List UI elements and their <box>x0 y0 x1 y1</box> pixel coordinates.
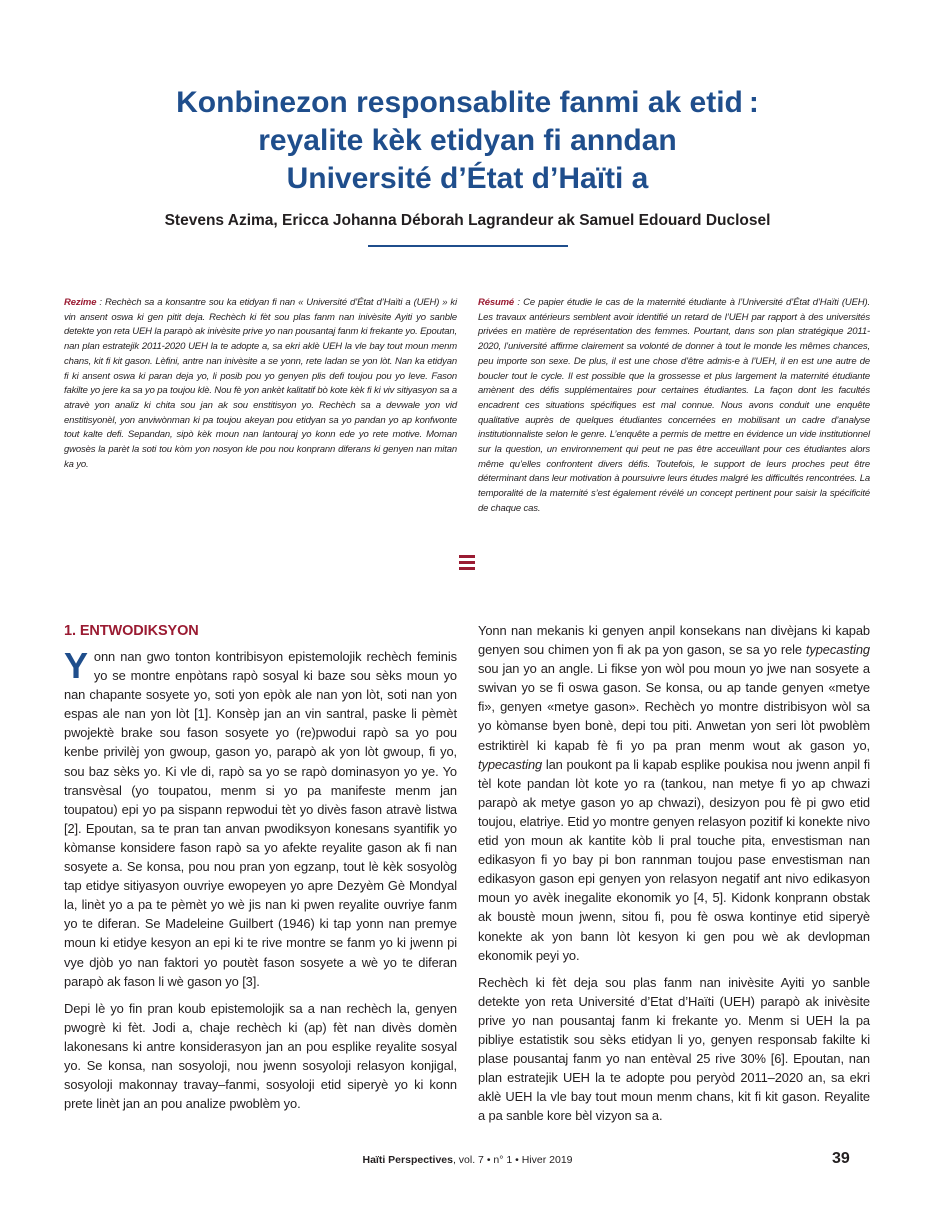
authors: Stevens Azima, Ericca Johanna Déborah Lagrandeur ak Samuel Edouard Duclosel <box>164 212 771 229</box>
page-number: 39 <box>832 1150 850 1167</box>
section-heading: 1. ENTWODIKSYON <box>64 623 199 639</box>
paragraph-1 <box>64 647 457 991</box>
abstract-creole-label: Rezime <box>64 297 97 308</box>
paragraph-3-part-c: lan poukont pa li kapab esplike poukisa nou jwenn anpil fi tèl kote pandan lòt kote yo ra (tankou, nan metye fi yo ap chwazi parapò ak metye gason yo ap chwazi), desizyon pou fè pi gwo etid toujou, elatriye. Etid yo montre genyen relasyon pozitif ki konekte nivo etid yon moun ak kantite kòb li pral touche pita, envestisman nan edikasyon fi yo bay pi bon rannman toujou pase envestisman nan edikasyon gason epi genyen yon relasyon negatif ant nivo edikasyon moun yo avèk inegalite ekonomik yo [4, 5]. Kidonk konprann obstak ak boustè moun jwenn, sitou fi, pou fè oswa kontinye etid siperyè konekte ak yon bann lòt kesyon ki gen pou wè ak devlopman ekonomik peyi yo. <box>478 756 870 963</box>
drop-cap: Y <box>64 645 88 686</box>
paragraph-4: Rechèch ki fèt deja sou plas fanm nan inivèsite Ayiti yo sanble detekte yon reta Université d’Etat d’Haïti (UEH) parapò ak inivèsite prive yo nan pousantaj fanm ki frekante yo. Menm si UEH la pa pibliye estatistik sou sèks etidyan li yo, genyen responsab fakilte ki plase pousantaj fanm yo nan entèval 25 rive 30% [6]. Epoutan, nan plan estratejik UEH la te adopte pou peryòd 2011–2020 an, sa ekri aklè UEH la vle bay tout moun menm chans, kit fi kit gason. Reyalite a pa sanble kore bèl vizyon sa a. <box>478 974 870 1124</box>
term-typecasting-2: typecasting <box>478 756 543 772</box>
paragraph-1-text: onn nan gwo tonton kontribisyon epistemolojik rechèch feminis yo se montre enpòtans rapò sosyal ki baze sou sèks moun yo nan chapante sosyete yo, soti yon epòk ale nan yon lòt, soti nan yon espas ale nan yon lòt [1]. Konsèp jan an vin santral, paske li pèmèt pwojektè brake sou fason sosyete yo (re)pwodui rapò sa yo pou kenbe privilèj yon gwoup, gason yo, parapò ak yon lòt gwoup, fi yo, sou baz sèks yo. Ki vle di, rapò sa yo se rapò dominasyon yo ye. Yo transvèsal (yo toupatou, menm si yo pa manifeste menm jan toupatou) epi yo pa sispann repwodui tèt yo divès fason atravè listwa [2]. Epoutan, sa te pran tan anvan pwodiksyon konesans syantifik yo kòmanse konsidere fason rapò sa yo afekte reyalite gason ak fi nan sosyete a. Se konsa, pou nou pran yon egzanp, tout lè kèk sosyològ tap etidye sitiyasyon ouvriye ewopeyen yo apre Dezyèm Gè Mondyal la, linèt yo a pa te pèmèt yo wè jis nan ki pwen reyalite ouvriye fanm yo te diferan. Se Madeleine Guilbert (1946) ki tap yonn nan premye moun ki etidye kesyon an epi ki te rive montre se fanm yo ki jwenn pi vye djòb yo nan faktori yo poutèt fason sosyete a wè yo te diferan parapò ak fason li wè gason yo [3]. <box>64 649 457 989</box>
paragraph-3 <box>478 621 870 965</box>
abstract-creole-text: : Rechèch sa a konsantre sou ka etidyan fi nan « Université d’État d’Haïti a (UEH) » ki vin ansent oswa ki gen pitit deja. Rechèch ki fèt sou plas fanm nan inivèsite Ayiti yo sanble detekte yon reta UEH la parapò ak inivèsite prive yo nan pousantaj fanm ki frekante yo. Epoutan, nan plan estratejik 2011-2020 UEH la te adopte a, sa ekri aklè UEH la vle bay tout moun menm chans, kit fi kit gason. Lèfini, antre nan inivèsite a se yonn, rete ladan se yon lòt. Nan ka etidyan fi ki ansent oswa ki paran deja yo, li posib pou yo genyen plis defi toujou pou yo leve. Fason fakilte yo jere ka sa yo pa toujou klè. Nou fè yon ankèt kalitatif bò kote kèk fi ki viv sitiyasyon sa a atravè yon analiz ki chita sou jan ak sou enstitisyon yo. Rechèch sa a devwale yon vid enstitisyonèl, yon anviwònman ki pa toujou akeyan pou etidyan sa yo pandan yo ap konfwonte tout kalte defi. Sepandan, sipò kèk moun nan lantouraj yo konn ede yo rete motive. Moman gwosès la parèt la soti tou kòm yon nosyon kle pou nou konprann diferans ki genyen nan mitan ka yo. <box>64 297 457 470</box>
title-line-3: Université d’État d’Haïti a <box>286 162 649 195</box>
paragraph-3-part-b: sou jan yo an angle. Li fikse yon wòl pou moun yo jwe nan sosyete a swivan yo se fi oswa gason. Se konsa, ou ap tande genyen «metye fi», genyen «metye gason». Rechèch yo montre distribisyon wòl sa yo kòmanse byen bonè, depi tou piti. Anwetan yon seri lòt pwoblèm estriktirèl ki kapab fè fi yo pa pran menm wout ak gason yo, <box>478 661 870 753</box>
section-separator-icon <box>459 555 475 570</box>
abstract-french-text: : Ce papier étudie le cas de la maternité étudiante à l’Université d’État d’Haïti (UEH). Les travaux antérieurs semblent avoir identifié un retard de l’UEH par rapport à des universités privées en matière de représentation des femmes. Pourtant, dans son plan stratégique 2011-2020, l’université affirme clairement sa volonté de donner à tout le monde les mêmes chances, peu importe son sexe. De plus, il est une chose d’être admis-e à l’UEH, il en est une autre de boucler tout le cycle. Il est possible que la grossesse et plus largement la maternité étudiante amènent des défis supplémentaires pour certaines étudiantes. La façon dont les facultés encadrent ces situations spécifiques est mal connue. Nous avons conduit une enquête qualitative auprès de quelques étudiantes concernées en mobilisant un cadre d’analyse institutionnaliste selon le genre. L’enquête a permis de mettre en évidence un vide institutionnel sur la question, un environnement qui peut ne pas être acceuillant pour ces étudiantes alors même qu’elles confrontent divers défis. Toutefois, le support de leurs proches peut être déterminant dans leur motivation à poursuivre leurs études malgré les difficultés rencontrées. La temporalité de la maternité s’est également révélé un concept pertinent pour saisir la spécificité de chaque cas. <box>478 297 870 514</box>
term-typecasting-1: typecasting <box>805 642 870 658</box>
body-column-left <box>64 621 457 1121</box>
paragraph-3-part-a: Yonn nan mekanis ki genyen anpil konsekans nan divèjans ki kapab genyen sou chimen yon fi ak pa yon gason, se sa yo rele <box>478 623 870 658</box>
paragraph-2: Depi lè yo fin pran koub epistemolojik sa a nan rechèch la, genyen pwogrè ki fèt. Jodi a, chaje rechèch ki (ap) fèt nan divès domèn lakonesans ki antre konsiderasyon jan an pou esplike reyalite sosyal yo. Se konsa, nan sosyoloji, nou jwenn sosyoloji relasyon konjigal, sosyoloji makonnay travay–fanmi, sosyoloji etid siperyè yo ki konn prete linèt jan an pou analize pwoblèm yo. <box>64 1000 457 1112</box>
journal-issue: , vol. 7 • n° 1 • Hiver 2019 <box>452 1154 573 1166</box>
abstract-french-label: Résumé <box>478 297 515 308</box>
page-footer <box>0 1154 935 1166</box>
title-divider <box>368 245 568 247</box>
title-line-2: reyalite kèk etidyan fi anndan <box>258 124 677 157</box>
abstract-french <box>478 296 870 517</box>
title-line-1: Konbinezon responsablite fanmi ak etid : <box>176 86 759 119</box>
article-title <box>60 84 875 198</box>
body-column-right <box>478 621 870 1133</box>
journal-name: Haïti Perspectives <box>362 1154 453 1166</box>
abstract-creole <box>64 296 457 472</box>
